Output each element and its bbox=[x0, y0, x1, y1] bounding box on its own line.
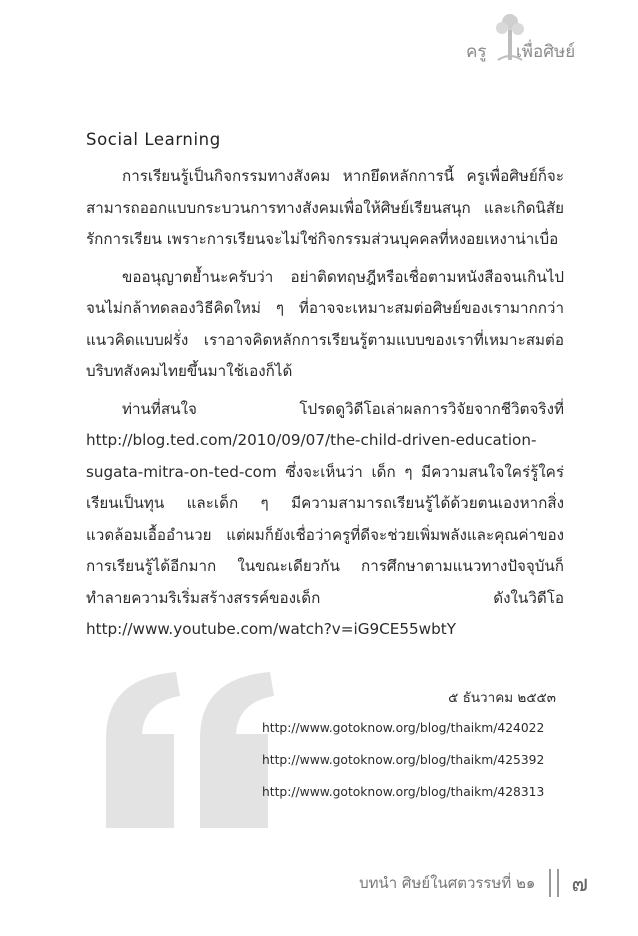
page-number: ๗ bbox=[571, 871, 588, 897]
quote-mark-icon bbox=[96, 668, 286, 838]
section-title: Social Learning bbox=[86, 130, 221, 149]
footer-divider bbox=[549, 869, 559, 897]
reference-link-2[interactable]: http://www.gotoknow.org/blog/thaikm/425392 bbox=[262, 753, 545, 767]
paragraph-2: ขออนุญาตย้ำนะครับว่า อย่าติดทฤษฎีหรือเชื่อตามหนังสือจนเกินไปจนไม่กล้าทดลองวิธีคิดใหม่ ๆ ที่อาจจะเหมาะสมต่อศิษย์ของเรามากกว่าแนวคิดแบบฝรั่ง เราอาจคิดหลักการเรียนรู้ตามแบบของเราที่เหมาะสมต่อบริบทสังคมไทยขึ้นมาใช้เองก็ได้ bbox=[86, 267, 564, 380]
header-logo bbox=[458, 12, 608, 66]
article-body bbox=[86, 130, 564, 646]
date-line: ๕ ธันวาคม ๒๕๕๓ bbox=[448, 690, 556, 706]
brand-right-text: เพื่อศิษย์ bbox=[516, 42, 576, 62]
reference-list bbox=[262, 712, 544, 808]
reference-link-3[interactable]: http://www.gotoknow.org/blog/thaikm/428313 bbox=[262, 785, 545, 799]
brand-left-text: ครู bbox=[466, 42, 487, 62]
reference-link-1[interactable]: http://www.gotoknow.org/blog/thaikm/424022 bbox=[262, 721, 545, 735]
paragraph-3: ท่านที่สนใจ โปรดดูวิดีโอเล่าผลการวิจัยจากชีวิตจริงที่ http://blog.ted.com/2010/09/07/the-child-driven-education-sugata-mitra-on-ted-com ซึ่งจะเห็นว่า เด็ก ๆ มีความสนใจใคร่รู้ใคร่เรียนเป็นทุน และเด็ก ๆ มีความสามารถเรียนรู้ได้ด้วยตนเองหากสิ่งแวดล้อมเอื้ออำนวย แต่ผมก็ยังเชื่อว่าครูที่ดีจะช่วยเพิ่มพลังและคุณค่าของการเรียนรู้ได้อีกมาก ในขณะเดียวกัน การศึกษาตามแนวทางปัจจุบันก็ทำลายความริเริ่มสร้างสรรค์ของเด็ก ดังในวิดีโอ http://www.youtube.com/watch?v=iG9CE55wbtY bbox=[86, 399, 564, 638]
paragraph-1: การเรียนรู้เป็นกิจกรรมทางสังคม หากยึดหลักการนี้ ครูเพื่อศิษย์ก็จะสามารถออกแบบกระบวนการทางสังคมเพื่อให้ศิษย์เรียนสนุก และเกิดนิสัยรักการเรียน เพราะการเรียนจะไม่ใช่กิจกรรมส่วนบุคคลที่หงอยเหงาน่าเบื่อ bbox=[86, 167, 564, 248]
footer-title: บทนำ ศิษย์ในศตวรรษที่ ๒๑ bbox=[359, 874, 536, 892]
page-footer bbox=[359, 868, 588, 898]
